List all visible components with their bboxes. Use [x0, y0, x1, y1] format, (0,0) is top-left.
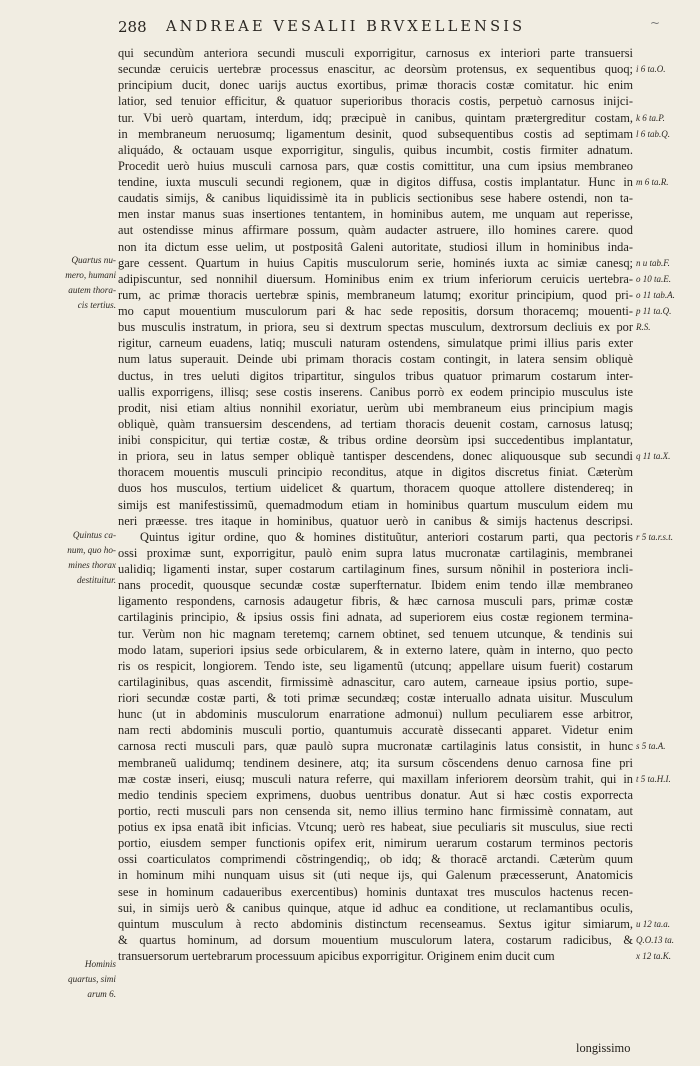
- text-line: duos hos musculos, tertium uidelicet & quartum, thoracem quoque attollere distendereq; in: [118, 481, 633, 496]
- text-line: prodit, nisi etiam altius nonnihil exoriatur, uerùm ubi membraneum eius principium magis: [118, 400, 633, 415]
- text-line: bus musculis instratum, in priora, seu si dextrum spectas musculum, dextrorsum decliuis ex por: [118, 320, 633, 335]
- text-line: tur. Vbi uerò quartam, interdum, idq; præcipuè in canibus, quintam prætergreditur costam,: [118, 110, 633, 125]
- text-line: tendine, iuxta musculi secundi regionem, quæ in digitos diffusa, costis implantatur. Hunc in: [118, 175, 633, 189]
- text-line: sese in hominum cadaueribus exercentibus) hominis duntaxat tres musculos hactenus recen-: [118, 884, 633, 899]
- text-line: rigitur, carneum euadens, latiq; musculi naturam ostendens, simulatque primi illius paris exter: [118, 336, 633, 351]
- text-line: caudatis simijs, & canibus liquidissimè ita in publicis sectionibus sese habere ostendi, non ta-: [118, 191, 633, 206]
- margin-note: [636, 513, 696, 529]
- margin-note: [636, 642, 696, 658]
- margin-note: [636, 384, 696, 400]
- page-header: [118, 18, 678, 40]
- margin-note: [636, 190, 696, 206]
- text-line: thoracem mouentis musculi principio reconditus, atque in digitos discretus finiat. Cæterùm: [118, 465, 633, 480]
- margin-note: [636, 722, 696, 738]
- margin-note: r 5 ta.r.s.t.: [636, 531, 674, 542]
- margin-note: [636, 335, 696, 351]
- text-line: aliquádo, & octauam usque exporrigitur, singulis, quibus incumbit, costis firmiter adnatum.: [118, 142, 633, 157]
- left-margin-note-hominis: [52, 957, 116, 1002]
- margin-note: [636, 674, 696, 690]
- text-line: in membraneum neruosumq; ligamentum desinit, quod subsequentibus costis ad septimam: [118, 126, 633, 141]
- margin-note-line: num, quo ho-: [67, 545, 116, 555]
- margin-note: [636, 206, 696, 222]
- margin-note-line: Hominis: [84, 959, 116, 969]
- margin-note: [636, 45, 696, 61]
- text-line: qui secundùm anteriora secundi musculi exporrigitur, carnosus ex interiori parte transuersi: [118, 46, 633, 60]
- margin-note: n u tab.F.: [636, 257, 670, 268]
- text-line: carnosa recti musculi pars, quæ paulò supra mucronatæ cartilaginis latus consistit, in hunc: [118, 739, 633, 754]
- margin-note-line: cis tertius.: [77, 300, 116, 310]
- margin-note: [636, 690, 696, 706]
- margin-note-line: mines thorax: [68, 560, 116, 570]
- left-margin-note-quartus: [52, 253, 116, 313]
- text-line: Procedit uerò huius musculi carnosa pars, quæ costis comittitur, una cum ipsius membraneo: [118, 158, 633, 173]
- text-line: mo caput mouentium musculorum pari & hac sede repositis, dorsum thoracemq; mouenti-: [118, 304, 633, 318]
- text-line: in priora, seu in latus semper obliquè tantisper descendens, donec aliquousque sub secundi: [118, 449, 633, 464]
- margin-note: [636, 400, 696, 416]
- text-line: num latus superauit. Deinde ubi primam thoracis costam contingit, in latera sensim obliquè: [118, 352, 633, 367]
- margin-note: t 5 ta.H.I.: [636, 773, 671, 784]
- text-line: mæ costæ inseri, eiusq; musculi natura referre, qui maxillam inferiorem deorsùm trahit, qui in: [118, 771, 633, 786]
- margin-note: [636, 497, 696, 513]
- text-line: obliquè, quàm transuersim descendens, ad tertiam thoracis deuenit costam, carnosus latusq;: [118, 416, 633, 431]
- text-line: ossi coarticulatos comprimendi cõstringendiq;, ob idq; & thoracē arctandi. Cæterùm quum: [118, 852, 633, 867]
- margin-note: [636, 368, 696, 384]
- text-line: modo latam, superiori ipsius sede orbicularem, & in externo latere, quàm in interno, quo pecto: [118, 642, 633, 657]
- margin-note: u 12 ta.a.: [636, 918, 671, 929]
- margin-note: [636, 158, 696, 174]
- text-line: men instar manus suas insertiones tentantem, in hominibus autem, me unquam aut reperisse,: [118, 207, 633, 222]
- margin-note-line: Quintus ca-: [72, 530, 116, 540]
- margin-note-line: arum 6.: [87, 989, 116, 999]
- text-line: nam recti abdominis musculi portio, quantumuis accuratè dissecanti apparet. Videtur enim: [118, 723, 633, 738]
- margin-note: [636, 239, 696, 255]
- margin-note-line: autem thora-: [68, 285, 116, 295]
- margin-note-line: mero, humani: [65, 270, 116, 280]
- body-text-column: [118, 45, 633, 964]
- margin-note: o 11 tab.A.: [636, 289, 675, 300]
- text-line: & quartus hominum, ad dorsum mouentium musculorum latera, costarum radicibus, &: [118, 932, 633, 947]
- margin-note: [636, 93, 696, 109]
- running-head: ANDREAE VESALII BRVXELLENSIS: [166, 19, 526, 35]
- margin-note: o 10 ta.E.: [636, 273, 671, 284]
- margin-note: [636, 432, 696, 448]
- text-line: ualidiq; ligamenti instar, super costarum cartilaginum fines, sursum nõnihil in posteriora incli-: [118, 562, 633, 576]
- margin-note: p 11 ta.Q.: [636, 306, 672, 316]
- right-margin-notes: [636, 45, 696, 964]
- text-line: cartilaginis principio, & ipsius ossis fini adnata, ad superiorem eius costæ regionem termina-: [118, 610, 633, 625]
- margin-note-line: Quartus nu-: [71, 255, 116, 265]
- text-line: adipiscuntur, sed nonnihil diuersum. Hominibus enim ex trium inferiorum ceruicis uertebra-: [118, 271, 633, 286]
- margin-note: [636, 577, 696, 593]
- margin-note: [636, 803, 696, 819]
- text-line: sui, in simijs uerò & canibus quinque, atque id adhuc ea conditione, ut reclamantibus oculis,: [118, 900, 633, 915]
- margin-note: [636, 416, 696, 432]
- margin-note: [636, 77, 696, 93]
- margin-note: [636, 755, 696, 771]
- margin-note: q 11 ta.X.: [636, 451, 671, 462]
- margin-note: [636, 464, 696, 480]
- text-line: hunc (ut in abdominis musculorum enarratione admonui) nullum peculiarem esse arbitror,: [118, 707, 633, 722]
- text-line: cartilaginibus, quas ascendit, firmissimè adnascitur, caro autem, carneaue ipsius portio, supe-: [118, 674, 633, 689]
- text-line: transuersorum uertebrarum processuum apicibus exporrigitur. Originem enim ducit cum: [118, 949, 555, 963]
- margin-note: [636, 819, 696, 835]
- text-line: inibi conspicitur, qui tertiæ costæ, & tribus ordine deorsùm ipsi succedentibus implantatur,: [118, 433, 633, 447]
- text-line: non ita dictum esse uelim, ut postpositâ Galeni autoritate, studiosi illum in hominibus inda-: [118, 239, 633, 254]
- margin-note: [636, 884, 696, 900]
- margin-note: [636, 626, 696, 642]
- margin-note: [636, 835, 696, 851]
- text-line: ris os respicit, longiorem. Tendo iste, seu ligamentũ (utcunq; appellare uisum fuerit) costarum: [118, 658, 633, 673]
- margin-note: [636, 545, 696, 561]
- text-line: ligamento respondens, carnosis adaugetur fibris, & hæc carnosa musculi pars, primæ costæ: [118, 594, 633, 609]
- text-line: portio, eiusdem semper functionis opifex erit, nimirum uerarum costarum terminos pectoris: [118, 836, 633, 851]
- text-line: medio tendinis speciem exprimens, duobus uentribus donatur. Aut si hæc costis exporrecta: [118, 787, 633, 802]
- text-line: uallis exporrigens, illisq; sese costis inserens. Canibus porrò ex eodem principio musculus iste: [118, 384, 633, 399]
- margin-note: s 5 ta.A.: [636, 741, 666, 752]
- margin-note: k 6 ta.P.: [636, 112, 665, 123]
- margin-note: i 6 ta.O.: [636, 64, 666, 75]
- margin-note-line: quartus, simi: [68, 974, 116, 984]
- text-line: membraneũ ualidumq; tendinem desinere, atq; ita sursum cõscendens denuo carnosa fine pri: [118, 755, 633, 770]
- text-line: in hominum mihi nunquam uisus sit (uti neque ijs, qui Galenum præcesserunt, Anatomicis: [118, 868, 633, 883]
- margin-note: [636, 867, 696, 883]
- margin-note: Q.O.13 ta.: [636, 934, 674, 945]
- page-number: 288: [118, 18, 147, 36]
- margin-note: [636, 787, 696, 803]
- margin-note: [636, 561, 696, 577]
- margin-note: [636, 658, 696, 674]
- catchword: longissimo: [576, 1041, 631, 1055]
- margin-note: [636, 851, 696, 867]
- text-line: rum, ac primæ thoracis uertebræ spinis, membraneum latumq; exoritur principium, quod pri-: [118, 287, 633, 302]
- text-line: simijs est manifestissimũ, quemadmodum etiam in hominibus quartum musculum eidem mu: [118, 497, 633, 512]
- margin-note: [636, 609, 696, 625]
- margin-note: x 12 ta.K.: [636, 951, 671, 961]
- margin-note: m 6 ta.R.: [636, 177, 669, 187]
- margin-note: [636, 222, 696, 238]
- margin-note: [636, 480, 696, 496]
- margin-note: l 6 tab.Q.: [636, 128, 671, 139]
- text-line: Quintus igitur ordine, quo & homines distituũtur, anteriori costarum parti, qua pectoris: [140, 529, 633, 544]
- margin-note: R.S.: [636, 322, 651, 333]
- text-line: aut ostendisse minus affirmare possum, quàm audacter astruere, illo homines carere. quod: [118, 223, 633, 238]
- text-line: principium ducit, donec uarijs auctus exortibus, primæ thoracis costæ comitatur. hic enim: [118, 78, 633, 93]
- margin-note: [636, 593, 696, 609]
- text-line: tur. Verùm non hic magnam teretemq; carnem obtinet, sed tenuem utcunque, & tendinis sui: [118, 626, 633, 641]
- text-line: ossi proximæ sunt, exporrigitur, paulò enim supra latus mucronatæ cartilaginis, membranei: [118, 545, 633, 560]
- text-line: nans procedit, quousque secundæ costæ superfternatur. Ibidem enim tendo illæ membraneo: [118, 578, 633, 593]
- text-line: portio, recti musculi pars non censenda sit, nemo illius termino hanc firmissimè connatam, aut: [118, 803, 633, 818]
- corner-mark: ~: [649, 16, 660, 30]
- margin-note-line: destituitur.: [76, 575, 116, 585]
- margin-note: [636, 142, 696, 158]
- text-line: potius ex ipsa enatã ibit inficias. Vtcunq; uerò res habeat, siue peculiaris sit musculus, siue recti: [118, 820, 633, 834]
- text-line: ductus, in tres ueluti digitos tripartitur, singulos tribus quatuor primarum costarum inter-: [118, 368, 633, 383]
- text-line: secundæ ceruicis uertebræ processus enascitur, ac deorsùm protensus, ex sequentibus quoq;: [118, 62, 633, 77]
- text-line: quintum musculum à recto abdominis distinctum recenseamus. Sextus igitur simiarum,: [118, 916, 633, 931]
- margin-note: [636, 900, 696, 916]
- text-line: neri præesse. tres itaque in hominibus, quatuor uerò in canibus & simijs hactenus descripsi.: [118, 513, 633, 528]
- text-line: gare cessent. Quartum in huius Capitis musculorum serie, hominés iuxta ac simiæ canesq;: [118, 255, 633, 270]
- margin-note: [636, 706, 696, 722]
- margin-note: [636, 351, 696, 367]
- text-line: riori secundæ costæ parti, & toti primæ secundæq; costæ interuallo adnata uisitur. Musculum: [118, 691, 633, 705]
- text-line: latior, sed tenuior efficitur, & quatuor superioribus thoracis costis, perpetuò carnosus inijci-: [118, 94, 633, 109]
- left-margin-note-quintus: [52, 528, 116, 588]
